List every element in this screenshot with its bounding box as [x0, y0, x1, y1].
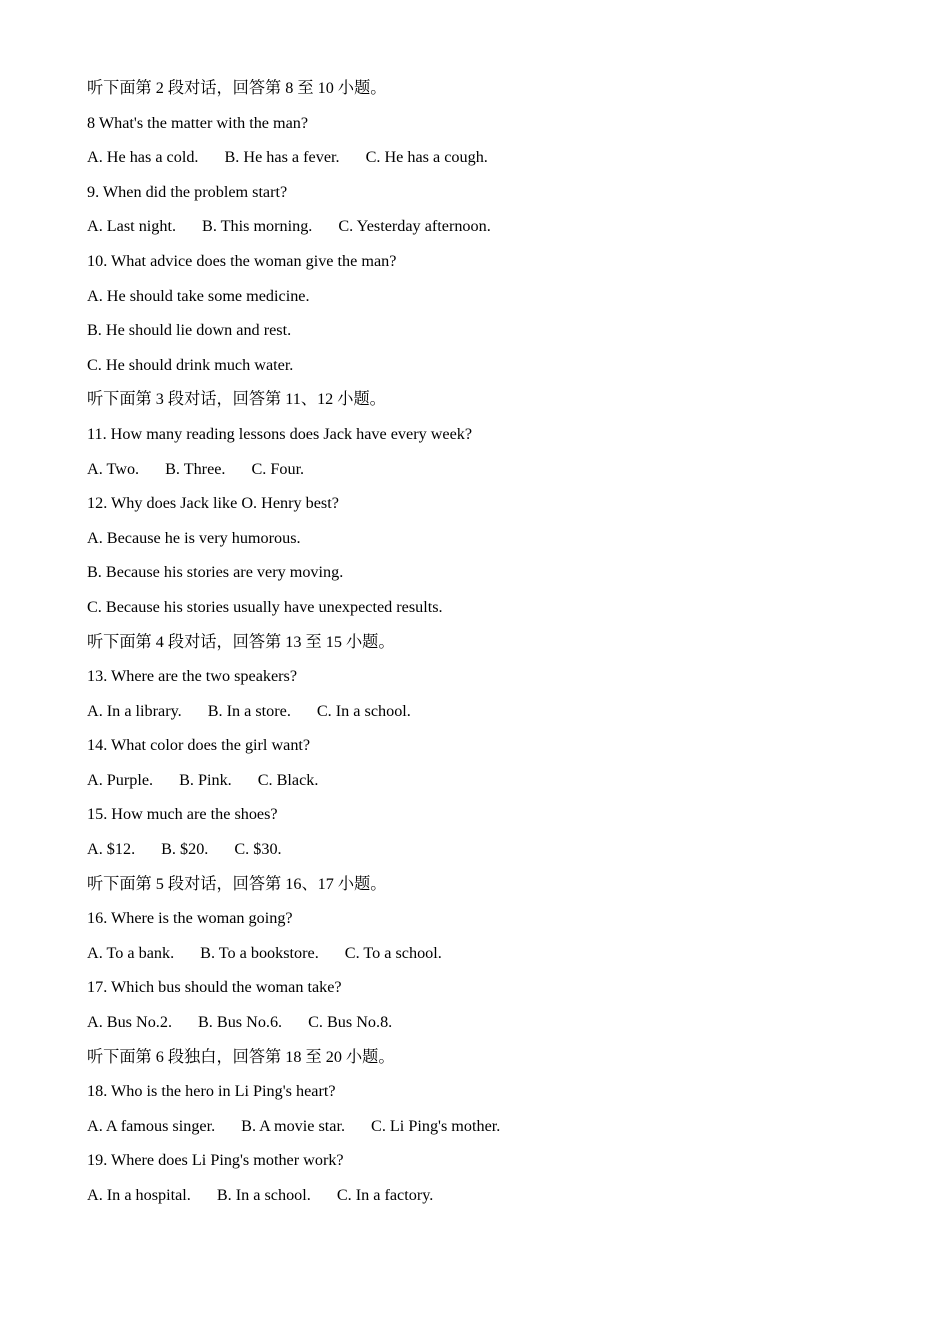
question-list — [87, 78, 887, 1205]
answer-option: C. Black. — [257, 770, 319, 789]
question-text: 15. How much are the shoes? — [87, 805, 278, 824]
question-text: 8 What's the matter with the man? — [87, 113, 309, 132]
question-text: 19. Where does Li Ping's mother work? — [87, 1151, 344, 1170]
answer-option: B. He has a fever. — [224, 148, 340, 167]
answer-option: A. $12. — [87, 840, 136, 859]
question-text: 13. Where are the two speakers? — [87, 667, 298, 686]
answer-options — [87, 147, 887, 167]
answer-options — [87, 839, 887, 859]
section-heading: 听下面第 4 段对话，回答第 13 至 15 小题。 — [87, 632, 395, 651]
answer-options — [87, 562, 887, 582]
question-text: 10. What advice does the woman give the man? — [87, 251, 397, 270]
section-heading: 听下面第 3 段对话，回答第 11、12 小题。 — [87, 390, 386, 409]
answer-option: B. Pink. — [179, 770, 232, 789]
section-heading: 听下面第 5 段对话，回答第 16、17 小题。 — [87, 874, 387, 893]
answer-options — [87, 528, 887, 548]
answer-option: A. Purple. — [87, 770, 154, 789]
answer-options — [87, 597, 887, 617]
answer-option: A. Because he is very humorous. — [87, 528, 301, 547]
answer-option: A. He has a cold. — [87, 148, 199, 167]
answer-option: B. This morning. — [202, 217, 313, 236]
answer-option: C. Li Ping's mother. — [371, 1116, 501, 1135]
answer-option: A. In a hospital. — [87, 1186, 191, 1204]
answer-option: A. In a library. — [87, 701, 182, 720]
answer-option: B. Because his stories are very moving. — [87, 563, 344, 582]
answer-options — [87, 770, 887, 790]
answer-option: A. A famous singer. — [87, 1116, 216, 1135]
answer-option: C. In a factory. — [336, 1186, 434, 1204]
answer-option: A. Bus No.2. — [87, 1013, 172, 1032]
answer-options — [87, 286, 887, 306]
answer-options — [87, 355, 887, 375]
answer-option: B. He should lie down and rest. — [87, 321, 292, 340]
answer-option: C. Four. — [251, 459, 305, 478]
answer-option: B. Three. — [165, 459, 226, 478]
answer-option: A. Two. — [87, 459, 140, 478]
question-text: 17. Which bus should the woman take? — [87, 978, 342, 997]
answer-option: B. In a store. — [207, 701, 291, 720]
question-text: 9. When did the problem start? — [87, 182, 288, 201]
answer-options — [87, 1116, 887, 1136]
answer-option: C. Bus No.8. — [308, 1013, 393, 1032]
answer-option: B. To a bookstore. — [200, 943, 319, 962]
question-text: 11. How many reading lessons does Jack have every week? — [87, 424, 473, 443]
answer-options — [87, 216, 887, 236]
answer-option: A. Last night. — [87, 217, 177, 236]
answer-options — [87, 320, 887, 340]
answer-option: C. Yesterday afternoon. — [338, 217, 491, 236]
answer-options — [87, 943, 887, 963]
answer-option: C. In a school. — [316, 701, 411, 720]
section-heading: 听下面第 6 段独白，回答第 18 至 20 小题。 — [87, 1047, 395, 1066]
section-heading: 听下面第 2 段对话，回答第 8 至 10 小题。 — [87, 79, 387, 97]
answer-options — [87, 701, 887, 721]
question-text: 14. What color does the girl want? — [87, 736, 311, 755]
answer-option: B. Bus No.6. — [198, 1013, 283, 1032]
answer-option: C. He has a cough. — [365, 148, 488, 167]
answer-option: B. In a school. — [216, 1186, 311, 1204]
answer-option: A. To a bank. — [87, 943, 175, 962]
answer-options — [87, 1012, 887, 1032]
document-page — [87, 78, 887, 1220]
question-text: 18. Who is the hero in Li Ping's heart? — [87, 1082, 336, 1101]
answer-option: C. To a school. — [344, 943, 442, 962]
answer-option: C. $30. — [234, 840, 282, 859]
answer-options — [87, 459, 887, 479]
answer-option: B. $20. — [161, 840, 209, 859]
answer-options — [87, 1185, 887, 1205]
question-text: 12. Why does Jack like O. Henry best? — [87, 494, 339, 513]
answer-option: A. He should take some medicine. — [87, 286, 310, 305]
answer-option: C. Because his stories usually have unexpected results. — [87, 597, 443, 616]
question-text: 16. Where is the woman going? — [87, 909, 293, 928]
answer-option: B. A movie star. — [241, 1116, 346, 1135]
answer-option: C. He should drink much water. — [87, 355, 294, 374]
